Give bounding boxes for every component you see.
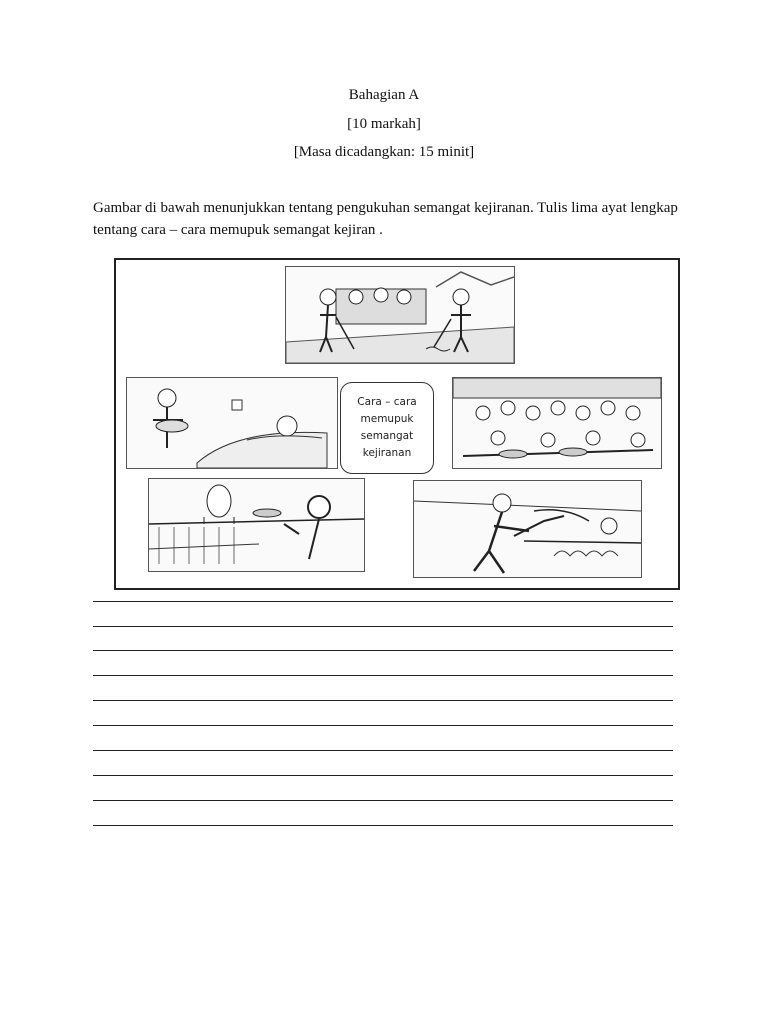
- answer-line[interactable]: [93, 675, 673, 676]
- answer-line[interactable]: [93, 700, 673, 701]
- food-sharing-scene-icon: [149, 479, 364, 571]
- cleaning-scene-icon: [286, 267, 514, 363]
- instruction-text: Gambar di bawah menunjukkan tentang pengukuhan semangat kejiranan. Tulis lima ayat lengkap tentang cara – cara memupuk semangat kejiran .: [93, 200, 678, 238]
- helping-scene-icon: [414, 481, 641, 577]
- answer-line[interactable]: [93, 725, 673, 726]
- answer-line[interactable]: [93, 800, 673, 801]
- answer-line[interactable]: [93, 626, 673, 627]
- suggested-time-label: [Masa dicadangkan: 15 minit]: [293, 144, 475, 160]
- picture-gotong-royong: [285, 266, 515, 364]
- answer-line[interactable]: [93, 825, 673, 826]
- picture-feast-gathering: [452, 377, 662, 469]
- feast-scene-icon: [453, 378, 661, 468]
- section-title: Bahagian A: [348, 87, 420, 103]
- bubble-label: Cara – cara memupuk semangat kejiranan: [357, 396, 417, 459]
- answer-line[interactable]: [93, 601, 673, 602]
- sick-visit-scene-icon: [127, 378, 337, 468]
- central-topic-bubble: [340, 382, 434, 474]
- answer-line[interactable]: [93, 750, 673, 751]
- picture-helping-neighbour: [413, 480, 642, 578]
- answer-line[interactable]: [93, 775, 673, 776]
- picture-sharing-food: [148, 478, 365, 572]
- picture-visit-sick-neighbour: [126, 377, 338, 469]
- marks-label: [10 markah]: [347, 116, 421, 132]
- answer-line[interactable]: [93, 650, 673, 651]
